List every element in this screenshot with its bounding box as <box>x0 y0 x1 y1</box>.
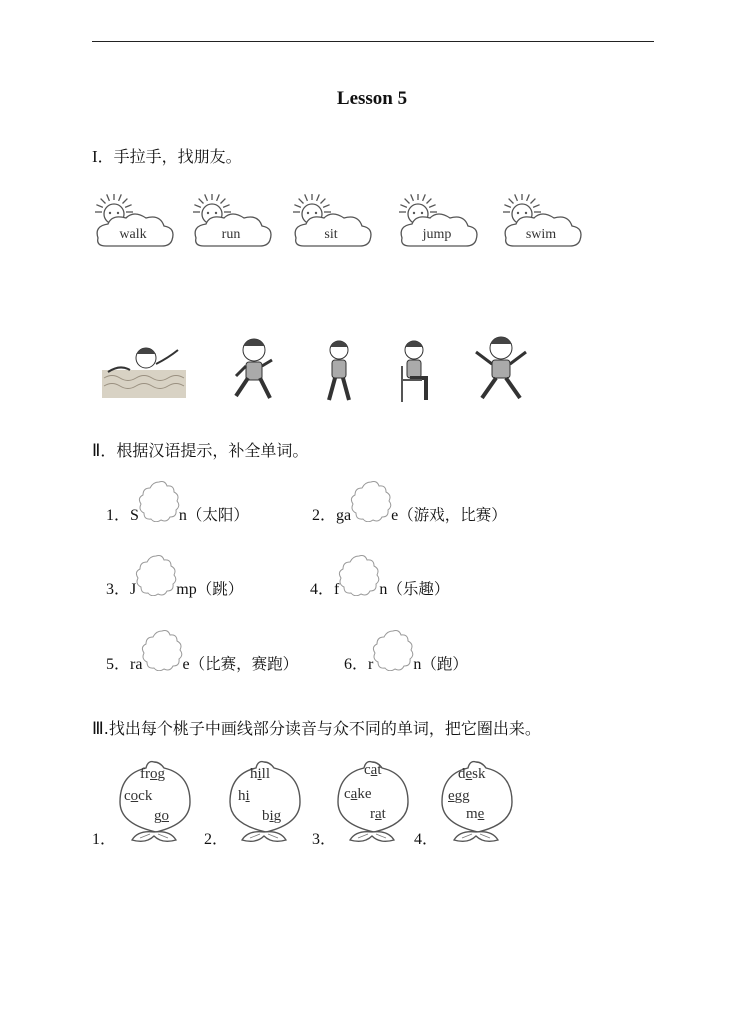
blank-flower[interactable] <box>373 653 413 669</box>
peach-word[interactable] <box>458 766 486 783</box>
sun-cloud-card <box>396 194 486 256</box>
section-3-number: Ⅲ <box>92 719 104 738</box>
fill-item <box>106 502 249 525</box>
underlined-part: a <box>350 786 358 802</box>
section-3-heading <box>92 716 541 739</box>
sun-icon <box>190 194 280 256</box>
word-suffix: n <box>379 581 388 598</box>
word-part: b <box>262 808 270 824</box>
word-part: h <box>250 766 258 782</box>
peach-word[interactable] <box>124 788 152 805</box>
sitting-boy-picture <box>396 336 440 404</box>
item-number: 4． <box>310 581 335 598</box>
top-rule <box>92 41 654 42</box>
flower-blank-icon <box>134 552 178 596</box>
underlined-part: o <box>130 788 139 804</box>
word-prefix: ra <box>130 656 143 673</box>
fill-item <box>310 576 449 599</box>
word-part: h <box>238 788 246 804</box>
fill-item <box>344 651 468 674</box>
chinese-hint: （太阳） <box>186 506 249 524</box>
section-1-number: I <box>92 147 98 166</box>
peach-word[interactable] <box>370 806 386 823</box>
flower-blank-icon <box>337 552 381 596</box>
peach-word[interactable] <box>238 788 250 805</box>
word-part: sk <box>472 766 486 782</box>
word-part: g <box>154 808 162 824</box>
word-suffix: n <box>178 507 187 524</box>
cloud-word-label: jump <box>422 227 452 242</box>
peach-word[interactable] <box>466 806 484 823</box>
underlined-part: a <box>370 762 378 778</box>
underlined-part: i <box>257 766 262 782</box>
flower-blank-icon <box>137 478 181 522</box>
chinese-hint: （跑） <box>421 655 468 673</box>
underlined-part: e <box>465 766 473 782</box>
blank-flower[interactable] <box>142 653 182 669</box>
word-part: c <box>124 788 131 804</box>
underlined-part: o <box>150 766 158 782</box>
section-1-text: ．手拉手，找朋友。 <box>97 147 242 166</box>
chinese-hint: （乐趣） <box>387 580 450 598</box>
peach-word[interactable] <box>344 786 372 803</box>
word-prefix: f <box>334 581 340 598</box>
word-part: gg <box>454 788 470 804</box>
peach-word[interactable] <box>448 788 470 805</box>
word-part: ck <box>138 788 153 804</box>
cloud-word-label: run <box>221 227 241 242</box>
chinese-hint: （跳） <box>196 580 244 598</box>
sun-icon <box>396 194 486 256</box>
blank-flower[interactable] <box>139 504 179 520</box>
word-part: ll <box>261 766 271 782</box>
cloud-word-label: swim <box>525 227 557 242</box>
item-number: 1． <box>106 507 131 524</box>
section-2-heading <box>92 438 308 461</box>
section-1-heading <box>92 144 242 167</box>
blank-flower[interactable] <box>339 578 379 594</box>
word-part: g <box>273 808 282 824</box>
chinese-hint: （游戏，比赛） <box>398 506 507 524</box>
word-prefix: S <box>130 507 139 524</box>
sun-icon <box>92 194 182 256</box>
sun-icon <box>500 194 590 256</box>
word-part: d <box>458 766 466 782</box>
cloud-word-label: sit <box>324 227 338 242</box>
word-part: ke <box>357 786 372 802</box>
item-number: 6． <box>344 656 369 673</box>
underlined-part: i <box>245 788 250 804</box>
cloud-word-label: walk <box>119 227 147 242</box>
underlined-part: a <box>375 806 382 822</box>
peach-number: 3． <box>312 831 337 848</box>
peach-number: 4． <box>414 831 439 848</box>
peach-word[interactable] <box>154 808 169 825</box>
peach-number: 1． <box>92 831 117 848</box>
underlined-part: e <box>477 806 485 822</box>
word-prefix: r <box>368 656 374 673</box>
peach-word[interactable] <box>364 762 382 779</box>
section-2-number: Ⅱ <box>92 441 101 460</box>
peach-card <box>336 758 416 848</box>
fill-item <box>106 651 298 674</box>
item-number: 5． <box>106 656 131 673</box>
word-prefix: ga <box>336 507 352 524</box>
word-part: g <box>157 766 165 782</box>
sun-cloud-card <box>92 194 182 256</box>
word-suffix: mp <box>176 581 197 598</box>
word-prefix: J <box>130 581 137 598</box>
flower-blank-icon <box>349 478 393 522</box>
sun-cloud-card <box>190 194 280 256</box>
peach-number: 2． <box>204 831 229 848</box>
peach-word[interactable] <box>262 808 281 825</box>
underlined-part: e <box>448 788 455 804</box>
chinese-hint: （比赛，赛跑） <box>189 655 299 673</box>
sun-icon <box>290 194 380 256</box>
peach-card <box>440 758 520 848</box>
word-part: fr <box>140 766 150 782</box>
underlined-part: i <box>269 808 274 824</box>
item-number: 2． <box>312 507 337 524</box>
word-part: t <box>377 762 382 778</box>
flower-blank-icon <box>371 627 415 671</box>
word-suffix: n <box>413 656 422 673</box>
sun-cloud-card <box>500 194 590 256</box>
item-number: 3． <box>106 581 131 598</box>
word-suffix: e <box>182 656 190 673</box>
word-part: c <box>344 786 351 802</box>
blank-flower[interactable] <box>136 578 176 594</box>
fill-item <box>106 576 243 599</box>
section-2-text: ．根据汉语提示，补全单词。 <box>100 441 309 460</box>
word-part: c <box>364 762 371 778</box>
page-title: Lesson 5 <box>336 88 408 109</box>
word-part: r <box>370 806 375 822</box>
flower-blank-icon <box>140 627 184 671</box>
underlined-part: o <box>161 808 169 824</box>
peach-word[interactable] <box>250 766 270 783</box>
peach-card <box>228 758 308 848</box>
blank-flower[interactable] <box>351 504 391 520</box>
section-3-text: .找出每个桃子中画线部分读音与众不同的单词，把它圈出来。 <box>103 719 541 738</box>
swimming-boy-picture <box>100 340 190 402</box>
jumping-boy-picture <box>466 332 536 406</box>
peach-word[interactable] <box>140 766 165 783</box>
word-part: m <box>466 806 478 822</box>
word-part: t <box>381 806 386 822</box>
sun-cloud-card <box>290 194 380 256</box>
walking-boy-picture <box>318 336 360 404</box>
peach-card <box>118 758 198 848</box>
running-boy-picture <box>222 334 288 404</box>
word-suffix: e <box>391 507 399 524</box>
fill-item <box>312 502 507 525</box>
